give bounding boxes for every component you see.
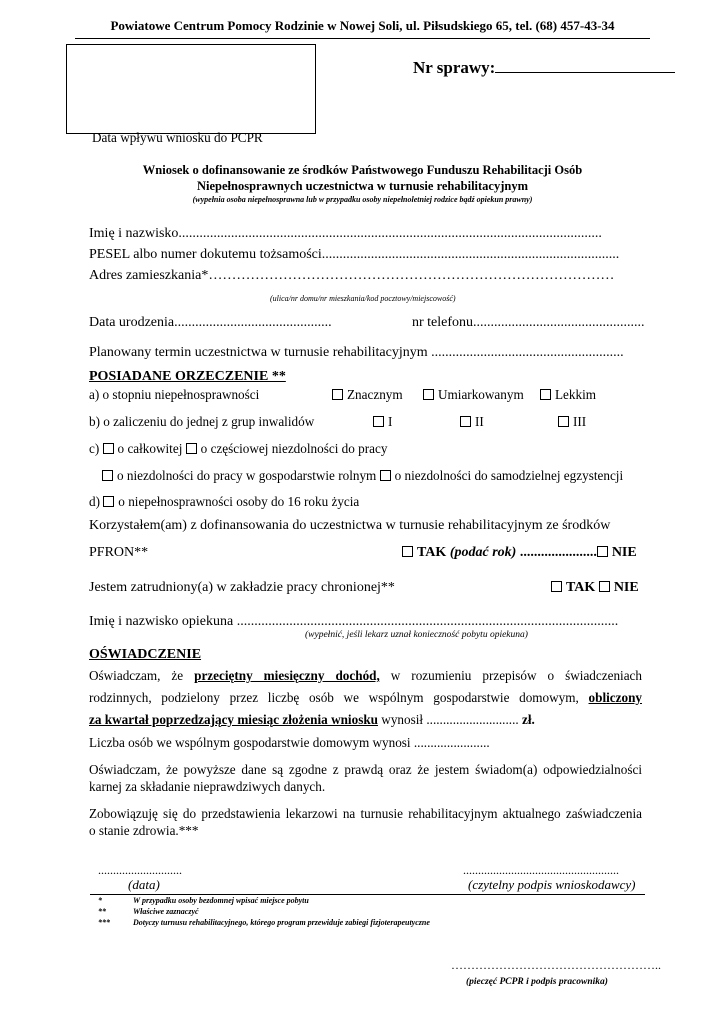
income-field[interactable]: wynosił ............................ xyxy=(381,712,519,727)
pesel-field[interactable]: PESEL albo numer dokutemu tożsamości..................................................................................... xyxy=(89,247,620,262)
receipt-date-label: Data wpływu wniosku do PCPR xyxy=(92,130,263,145)
applicant-signature-field[interactable]: .................................................... xyxy=(463,863,619,877)
office-signature-field[interactable]: …………………………………………….. xyxy=(451,958,661,972)
ruling-c-row-2 xyxy=(102,468,623,484)
ruling-b-opt2[interactable]: II xyxy=(460,414,484,430)
ruling-b-label: b) o zaliczeniu do jednej z grup inwalidów xyxy=(89,414,315,429)
checkbox-icon xyxy=(373,416,384,427)
case-number-field[interactable] xyxy=(495,58,675,73)
ruling-a-label: a) o stopniu niepełnosprawności xyxy=(89,387,260,402)
pfron-no-option[interactable]: NIE xyxy=(597,545,637,560)
checkbox-icon xyxy=(332,389,343,400)
employment-question: Jestem zatrudniony(a) w zakładzie pracy chronionej** xyxy=(89,580,395,595)
declaration-p3-line2: karnej za składanie nieprawdziwych danych. xyxy=(89,779,326,794)
declaration-p4-line1: Zobowiązuję się do przedstawienia lekarzowi na turnusie rehabilitacyjnym aktualnego zaświadczenia xyxy=(89,806,642,821)
checkbox-icon xyxy=(103,443,114,454)
declaration-p1-line2: rodzinnych, podzielony przez liczbę osób we wspólnym gospodarstwie domowym, obliczony xyxy=(89,690,642,705)
pfron-label: PFRON** xyxy=(89,545,149,560)
title-line-2: Niepełnosprawnych uczestnictwa w turnusie rehabilitacyjnym xyxy=(196,179,528,193)
checkbox-icon xyxy=(186,443,197,454)
declaration-p3-line1: Oświadczam, że powyższe dane są zgodne z prawdą oraz że jestem świadom(a) odpowiedzialności xyxy=(89,762,642,777)
pfron-answer: TAK (podać rok) ...................... NIE xyxy=(402,545,637,561)
title-line-1: Wniosek o dofinansowanie ze środków Państwowego Funduszu Rehabilitacji Osób xyxy=(142,163,583,177)
office-signature-label: (pieczęć PCPR i podpis pracownika) xyxy=(466,977,608,987)
declaration-heading: OŚWIADCZENIE xyxy=(89,647,202,662)
footnote-1-mark: * xyxy=(98,896,102,905)
applicant-signature-label: (czytelny podpis wnioskodawcy) xyxy=(468,877,636,892)
footnote-2-mark: ** xyxy=(98,907,106,916)
employment-no-option[interactable]: NIE xyxy=(599,580,639,595)
guardian-field[interactable]: Imię i nazwisko opiekuna ............................................................................................................. xyxy=(89,614,619,629)
ruling-a-opt3[interactable]: Lekkim xyxy=(540,387,596,403)
receipt-stamp-box xyxy=(66,44,316,134)
ruling-c-opt2[interactable]: o częściowej niezdolności do pracy xyxy=(186,441,388,456)
ruling-c-opt4[interactable]: o niezdolności do samodzielnej egzystencji xyxy=(380,468,624,483)
checkbox-icon xyxy=(380,470,391,481)
checkbox-icon xyxy=(423,389,434,400)
pfron-yes-option[interactable]: TAK xyxy=(402,545,446,560)
footnote-2-text: Właściwe zaznaczyć xyxy=(133,907,199,916)
checkbox-icon xyxy=(551,581,562,592)
name-field[interactable]: Imię i nazwisko......................................................................................................................... xyxy=(89,226,602,241)
ruling-c-opt1[interactable]: o całkowitej xyxy=(103,441,183,456)
footnote-1-text: W przypadku osoby bezdomnej wpisać miejsce pobytu xyxy=(133,896,309,905)
declaration-p4-line2: o stanie zdrowia.*** xyxy=(89,823,199,838)
address-field[interactable]: Adres zamieszkania*…………………………………………………………………………… xyxy=(89,268,615,283)
employment-answer xyxy=(551,580,639,596)
ruling-heading: POSIADANE ORZECZENIE ** xyxy=(89,369,286,384)
ruling-c-opt3[interactable]: o niezdolności do pracy w gospodarstwie rolnym xyxy=(102,468,376,483)
declaration-p1-line1: Oświadczam, że przeciętny miesięczny dochód, w rozumieniu przepisów o świadczeniach xyxy=(89,668,643,683)
page-header: Powiatowe Centrum Pomocy Rodzinie w Nowej Soli, ul. Piłsudskiego 65, tel. (68) 457-43-34 xyxy=(110,18,615,33)
ruling-b-opt1[interactable]: I xyxy=(373,414,392,430)
date-label: (data) xyxy=(128,877,160,892)
declaration-p1-line3: za kwartał poprzedzający miesiąc złożenia wniosku wynosił ............................ zł. xyxy=(89,712,535,727)
checkbox-icon xyxy=(402,546,413,557)
title-note: (wypełnia osoba niepełnosprawna lub w przypadku osoby niepełnoletniej rodzice bądź opiekun prawny) xyxy=(192,195,533,204)
case-number-label: Nr sprawy: xyxy=(413,58,675,78)
pfron-year-field[interactable]: ...................... xyxy=(519,545,597,560)
birth-date-field[interactable]: Data urodzenia............................................. xyxy=(89,315,332,330)
checkbox-icon xyxy=(599,581,610,592)
guardian-hint: (wypełnić, jeśli lekarz uznał konieczność pobytu opiekuna) xyxy=(305,630,528,640)
checkbox-icon xyxy=(103,496,114,507)
ruling-a-opt1[interactable]: Znacznym xyxy=(332,387,403,403)
ruling-b-opt3[interactable]: III xyxy=(558,414,586,430)
pfron-question: Korzystałem(am) z dofinansowania do uczestnictwa w turnusie rehabilitacyjnym ze środków xyxy=(89,518,611,533)
checkbox-icon xyxy=(558,416,569,427)
checkbox-icon xyxy=(460,416,471,427)
checkbox-icon xyxy=(597,546,608,557)
ruling-d-row: d) o niepełnosprawności osoby do 16 roku życia xyxy=(89,494,360,509)
planned-term-field[interactable]: Planowany termin uczestnictwa w turnusie rehabilitacyjnym ....................................................... xyxy=(89,345,624,360)
footnote-3-mark: *** xyxy=(98,918,110,927)
footnote-divider xyxy=(90,894,645,895)
checkbox-icon xyxy=(540,389,551,400)
header-divider xyxy=(75,38,650,39)
footnote-3-text: Dotyczy turnusu rehabilitacyjnego, którego program przewiduje zabiegi fizjoterapeutyczne xyxy=(133,918,430,927)
ruling-c-row-1: c) o całkowitej o częściowej niezdolności do pracy xyxy=(89,441,388,456)
ruling-d-opt1[interactable]: o niepełnosprawności osoby do 16 roku życia xyxy=(103,494,359,509)
phone-field[interactable]: nr telefonu................................................. xyxy=(412,315,645,330)
checkbox-icon xyxy=(102,470,113,481)
household-count-field[interactable]: Liczba osób we wspólnym gospodarstwie domowym wynosi ....................... xyxy=(89,735,490,750)
ruling-a-opt2[interactable]: Umiarkowanym xyxy=(423,387,524,403)
employment-yes-option[interactable]: TAK xyxy=(551,580,595,595)
date-signature-field[interactable]: ............................ xyxy=(98,863,182,877)
address-hint: (ulica/nr domu/nr mieszkania/kod pocztowy/miejscowość) xyxy=(270,294,456,303)
